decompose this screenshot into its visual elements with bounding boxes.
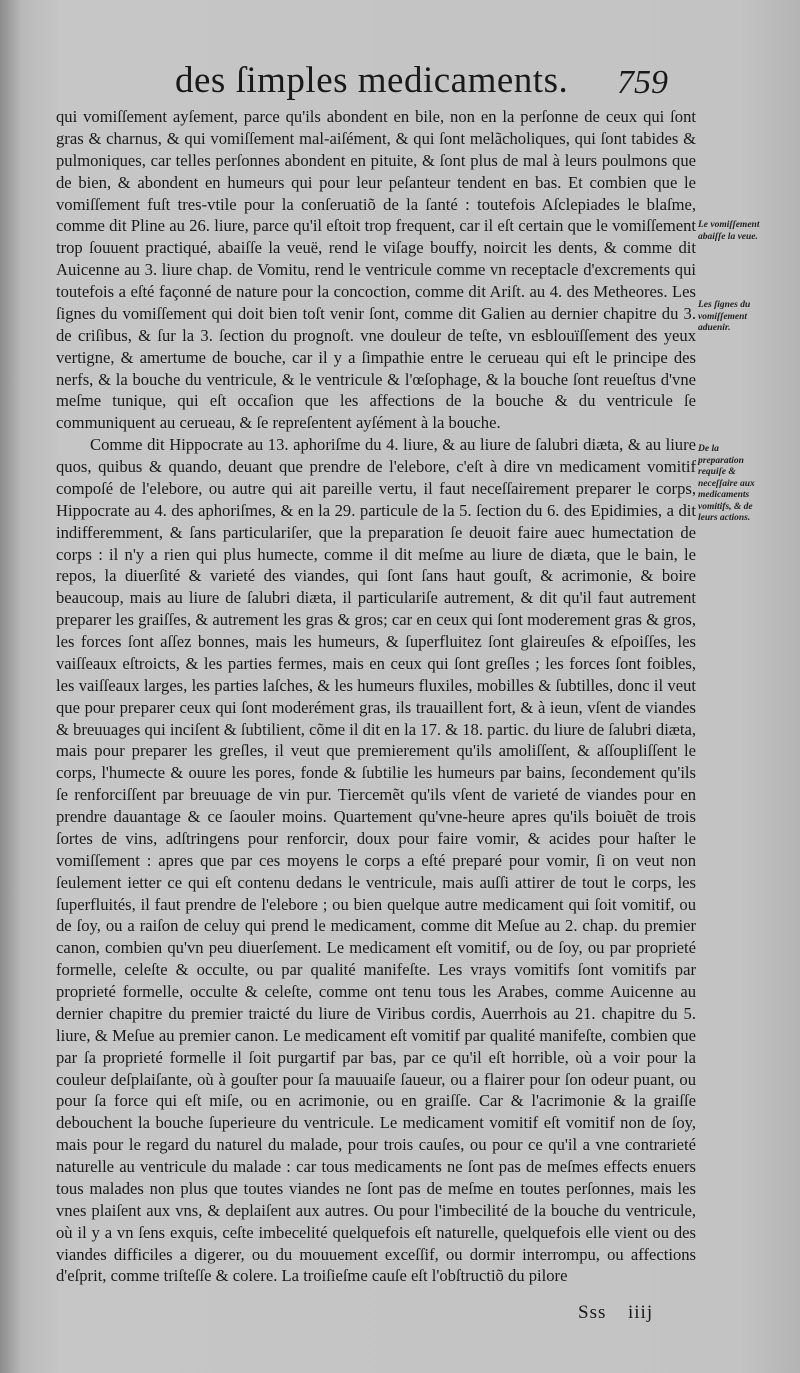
page-header <box>0 58 800 104</box>
running-title: des ſimples medicaments. <box>175 60 569 101</box>
margin-note-vision: Le vomiſſement abaiſſe la veue. <box>698 220 760 242</box>
signature-number: iiij <box>628 1302 654 1323</box>
paragraph-preparation: Comme dit Hippocrate au 13. aphoriſme du 4. liure, & au liure de ſalubri diæta, & au liure quos, quibus & quando, deuant que prendre de l'elebore, c'eſt à dire vn medicament vomitif compoſé de l'elebore, ou autre qui ait pareille vertu, il faut neceſſairement preparer le corps, Hippocrate au 4. des aphoriſmes, & en la 29. particule de la 5. ſection du 6. des Epidimies, a dit indifferemment, & ſans particulariſer, que la preparation ſe deuoit faire auec humectation de corps : il n'y a rien qui plus humecte, comme il dit meſme au liure de diæta, que le bain, le repos, la diuerſité & varieté des viandes, qui ſont ſans haut gouſt, & acrimonie, & boire beaucoup, mais au liure de ſalubri diæta, il particulariſe autrement, & dit qu'il faut autrement preparer les graiſſes, & autrement les gras & gros; car en ceux qui ſont moderement gras & gros, les forces ſont aſſez bonnes, mais les humeurs, & ſuperfluitez ſont glaireuſes & eſpoiſſes, les vaiſſeaux eſtroicts, & les parties fermes, mais en ceux qui ſont greſles ; les forces ſont foibles, les vaiſſeaux larges, les parties laſches, & les humeurs fluxiles, mobilles & ſubtilles, donc il veut que pour preparer ceux qui ſont moderément gras, ils trauaillent fort, & à ieun, vſent de viandes & breuuages qui inciſent & ſubtilient, cõme il dit en la 17. & 18. partic. du liure de ſalubri diæta, mais pour preparer les greſles, il veut que premierement qu'ils amoliſſent, & aſſoupliſſent le corps, l'humecte & ouure les pores, fonde & ſubtilie les humeurs par bains, ſecondement qu'ils ſe renforciſſent par breuuage de vin pur. Tiercemẽt qu'ils vſent de varieté de viandes pour en prendre dauantage & ce ſaouler moins. Quartement qu'vne-heure apres qu'ils boiuẽt de trois ſortes de vins, adſtringens pour renforcir, doux pour faire vomir, & acides pour haſter le vomiſſement : apres que par ces moyens le corps a eſté preparé pour vomir, ſi on veut non ſeulement ietter ce qui eſt contenu dedans le ventricule, mais auſſi attirer de tout le corps, les ſuperfluités, il faut prendre de l'elebore ; ou bien quelque autre medicament qui ſoit vomitif, ou de ſoy, ou a raiſon de celuy qui prend le medicament, comme dit Meſue au 2. chap. du premier canon, combien qu'vn peu diuerſement. Le medicament eſt vomitif, ou de ſoy, ou par proprieté formelle, celeſte & occulte, ou par qualité manifeſte. Les vrays vomitifs ſont vomitifs par proprieté formelle, occulte & celeſte, comme ont tenu tous les Arabes, comme Auicenne au dernier chapitre du premier traicté du liure de Viribus cordis, Auerrhois au 21. chapitre du 5. liure, & Meſue au premier canon. Le medicament eſt vomitif par qualité manifeſte, combien que par ſa proprieté formelle il ſoit purgartif par bas, par ce qu'il eſt horrible, où a voir pour la couleur deſplaiſante, où à gouſter pour ſa mauuaiſe ſaueur, ou a flairer pour ſon odeur puant, ou pour ſa force qui eſt miſe, ou en acrimonie, ou en graiſſe. Car & l'acrimonie & la graiſſe debouchent la bouche ſuperieure du ventricule. Le medicament vomitif eſt vomitif non de ſoy, mais pour le regard du naturel du malade, pour trois cauſes, ou pour ce qu'il a vne contrarieté naturelle au ventricule du malade : car tous medicaments ne ſont pas de meſmes effects enuers tous malades non plus que toutes viandes ne ſont pas de meſme en toutes perſonnes, mais les vnes plaiſent aux vns, & deplaiſent aux autres. Ou pour l'imbecilité de la bouche du ventricule, où il y a vn ſens exquis, ceſte imbecelité quelquefois eſt naturelle, quelquefois elle vient ou des viandes difficiles a digerer, ou du mouuement exceſſif, ou dormir interrompu, ou affections d'eſprit, comme triſteſſe & colere. La troiſieſme cauſe eſt l'obſtructiõ du pilore <box>56 435 696 1286</box>
margin-note-signs: Les ſignes du vomiſſement aduenir. <box>698 300 751 333</box>
page-footer <box>0 1302 800 1332</box>
margin-note-preparation: De la preparation requiſe & neceſſaire aux medicaments vomitifs, & de leurs actions. <box>698 444 755 523</box>
body-text <box>56 106 696 1287</box>
page-number: 759 <box>617 64 668 101</box>
paragraph-vomiting-signs: qui vomiſſement ayſement, parce qu'ils abondent en bile, non en la perſonne de ceux qui ſont gras & charnus, & qui vomiſſement mal-aiſément, & qui ſont melãcholiques, qui ſont tabides & pulmoniques, car telles perſonnes abondent en pituite, & ſont plus de mal à leurs poulmons que de bien, & abondent en humeurs qui pour leur peſanteur tendent en bas. Et combien que le vomiſſement fuſt tres-vtile pour la conſeruatiõ de la ſanté : toutefois Aſclepiades le blaſme, comme dit Pline au 26. liure, parce qu'il eſtoit trop frequent, car il eſt certain que le vomiſſement trop ſouuent practiqué, abaiſſe la veuë, rend le viſage bouffy, noircit les dents, & comme dit Auicenne au 3. liure chap. de Vomitu, rend le ventricule comme vn receptacle d'excrements qui toutefois a eſté façonné de nature pour la concoction, comme dit Ariſt. au 4. des Metheores. Les ſignes du vomiſſement qui doit bien toſt venir ſont, comme dit Galien au dernier chapitre du 3. de criſibus, & ſur la 3. ſection du prognoſt. vne douleur de teſte, vn esblouïſſement des yeux vertigne, & amertume de bouche, car il y a ſimpathie entre le cerueau qui eſt le principe des nerfs, & la bouche du ventricule, & le ventricule & l'œſophage, & la bouche ſont reueſtus d'vne meſme tunique, qui eſt occaſion que les affections de la bouche & du ventricule ſe communiquent au cerueau, & ſe repreſentent ayſément à la bouche. <box>56 107 696 433</box>
signature-mark: Sss <box>578 1302 607 1323</box>
